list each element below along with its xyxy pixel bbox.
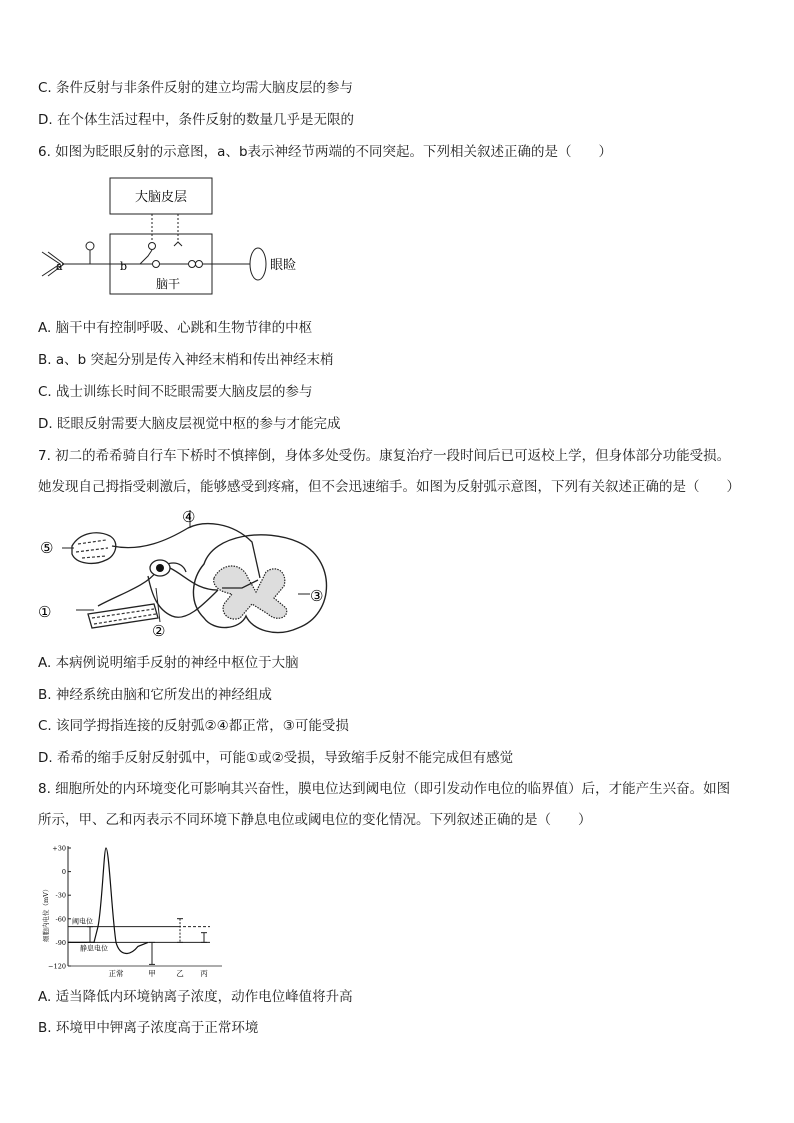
question-7-stem-2: 她发现自己拇指受刺激后，能够感受到疼痛，但不会迅速缩手。如图为反射弧示意图，下列有关叙述正确的是（ ） (38, 479, 740, 495)
option-6a: A. 脑干中有控制呼吸、心跳和生物节律的中枢 (38, 320, 313, 336)
x-label-normal: 正常 (108, 969, 124, 978)
x-label-yi: 乙 (176, 969, 184, 978)
question-8-stem-1: 8. 细胞所处的内环境变化可影响其兴奋性，膜电位达到阈电位（即引发动作电位的临界值）后，才能产生兴奋。如图 (38, 781, 731, 797)
question-6-stem: 6. 如图为眨眼反射的示意图，a、b表示神经节两端的不同突起。下列相关叙述正确的是（ ） (38, 144, 613, 160)
eyelid-label: 眼睑 (270, 258, 297, 273)
label-1: ① (38, 603, 52, 621)
reflex-arc-diagram (36, 506, 336, 648)
y-tick-label: -90 (55, 938, 66, 947)
y-tick-label: 0 (61, 868, 66, 877)
effector-muscle (72, 533, 116, 564)
receptor-skin (88, 604, 158, 628)
a-label: a (56, 260, 63, 273)
action-potential-curve (68, 848, 148, 953)
option-6c: C. 战士训练长时间不眨眼需要大脑皮层的参与 (38, 384, 313, 400)
option-6d: D. 眨眼反射需要大脑皮层视觉中枢的参与才能完成 (38, 416, 341, 432)
b-label: b (120, 260, 128, 273)
label-3: ③ (310, 587, 324, 605)
eyelid-shape (250, 248, 266, 280)
label-4: ④ (182, 508, 196, 526)
option-7d: D. 希希的缩手反射反射弧中，可能①或②受损，导致缩手反射不能完成但有感觉 (38, 750, 514, 766)
blink-reflex-diagram (38, 172, 318, 302)
resting-label: 静息电位 (80, 944, 108, 953)
spinal-cord (193, 535, 326, 633)
ganglion-cell (86, 242, 94, 250)
option-5c: C. 条件反射与非条件反射的建立均需大脑皮层的参与 (38, 80, 354, 96)
threshold-label: 阈电位 (72, 917, 93, 926)
option-7a: A. 本病例说明缩手反射的神经中枢位于大脑 (38, 655, 299, 671)
question-8-stem-2: 所示，甲、乙和丙表示不同环境下静息电位或阈电位的变化情况。下列叙述正确的是（ ） (38, 812, 592, 828)
y-tick-label: +30 (52, 844, 66, 853)
option-6b: B. a、b 突起分别是传入神经末梢和传出神经末梢 (38, 352, 334, 368)
option-8a: A. 适当降低内环境钠离子浓度，动作电位峰值将升高 (38, 989, 353, 1005)
option-7c: C. 该同学拇指连接的反射弧②④都正常，③可能受损 (38, 718, 349, 734)
label-5: ⑤ (40, 539, 54, 557)
x-label-bing: 丙 (200, 969, 208, 978)
brainstem-label: 脑干 (155, 277, 181, 291)
option-5d: D. 在个体生活过程中，条件反射的数量几乎是无限的 (38, 112, 354, 128)
y-tick-label: -30 (55, 891, 66, 900)
x-label-jia: 甲 (148, 969, 156, 978)
option-8b: B. 环境甲中钾离子浓度高于正常环境 (38, 1020, 259, 1036)
y-tick-label: −120 (48, 962, 66, 971)
question-7-stem-1: 7. 初二的希希骑自行车下桥时不慎摔倒，身体多处受伤。康复治疗一段时间后已可返校上学，但身体部分功能受损。 (38, 448, 731, 464)
cortex-label: 大脑皮层 (134, 190, 188, 205)
membrane-potential-chart (38, 842, 238, 978)
y-tick-label: -60 (55, 915, 66, 924)
option-7b: B. 神经系统由脑和它所发出的神经组成 (38, 687, 272, 703)
y-axis-label: 细胞内电位（mV） (42, 885, 50, 942)
label-2: ② (152, 622, 166, 640)
